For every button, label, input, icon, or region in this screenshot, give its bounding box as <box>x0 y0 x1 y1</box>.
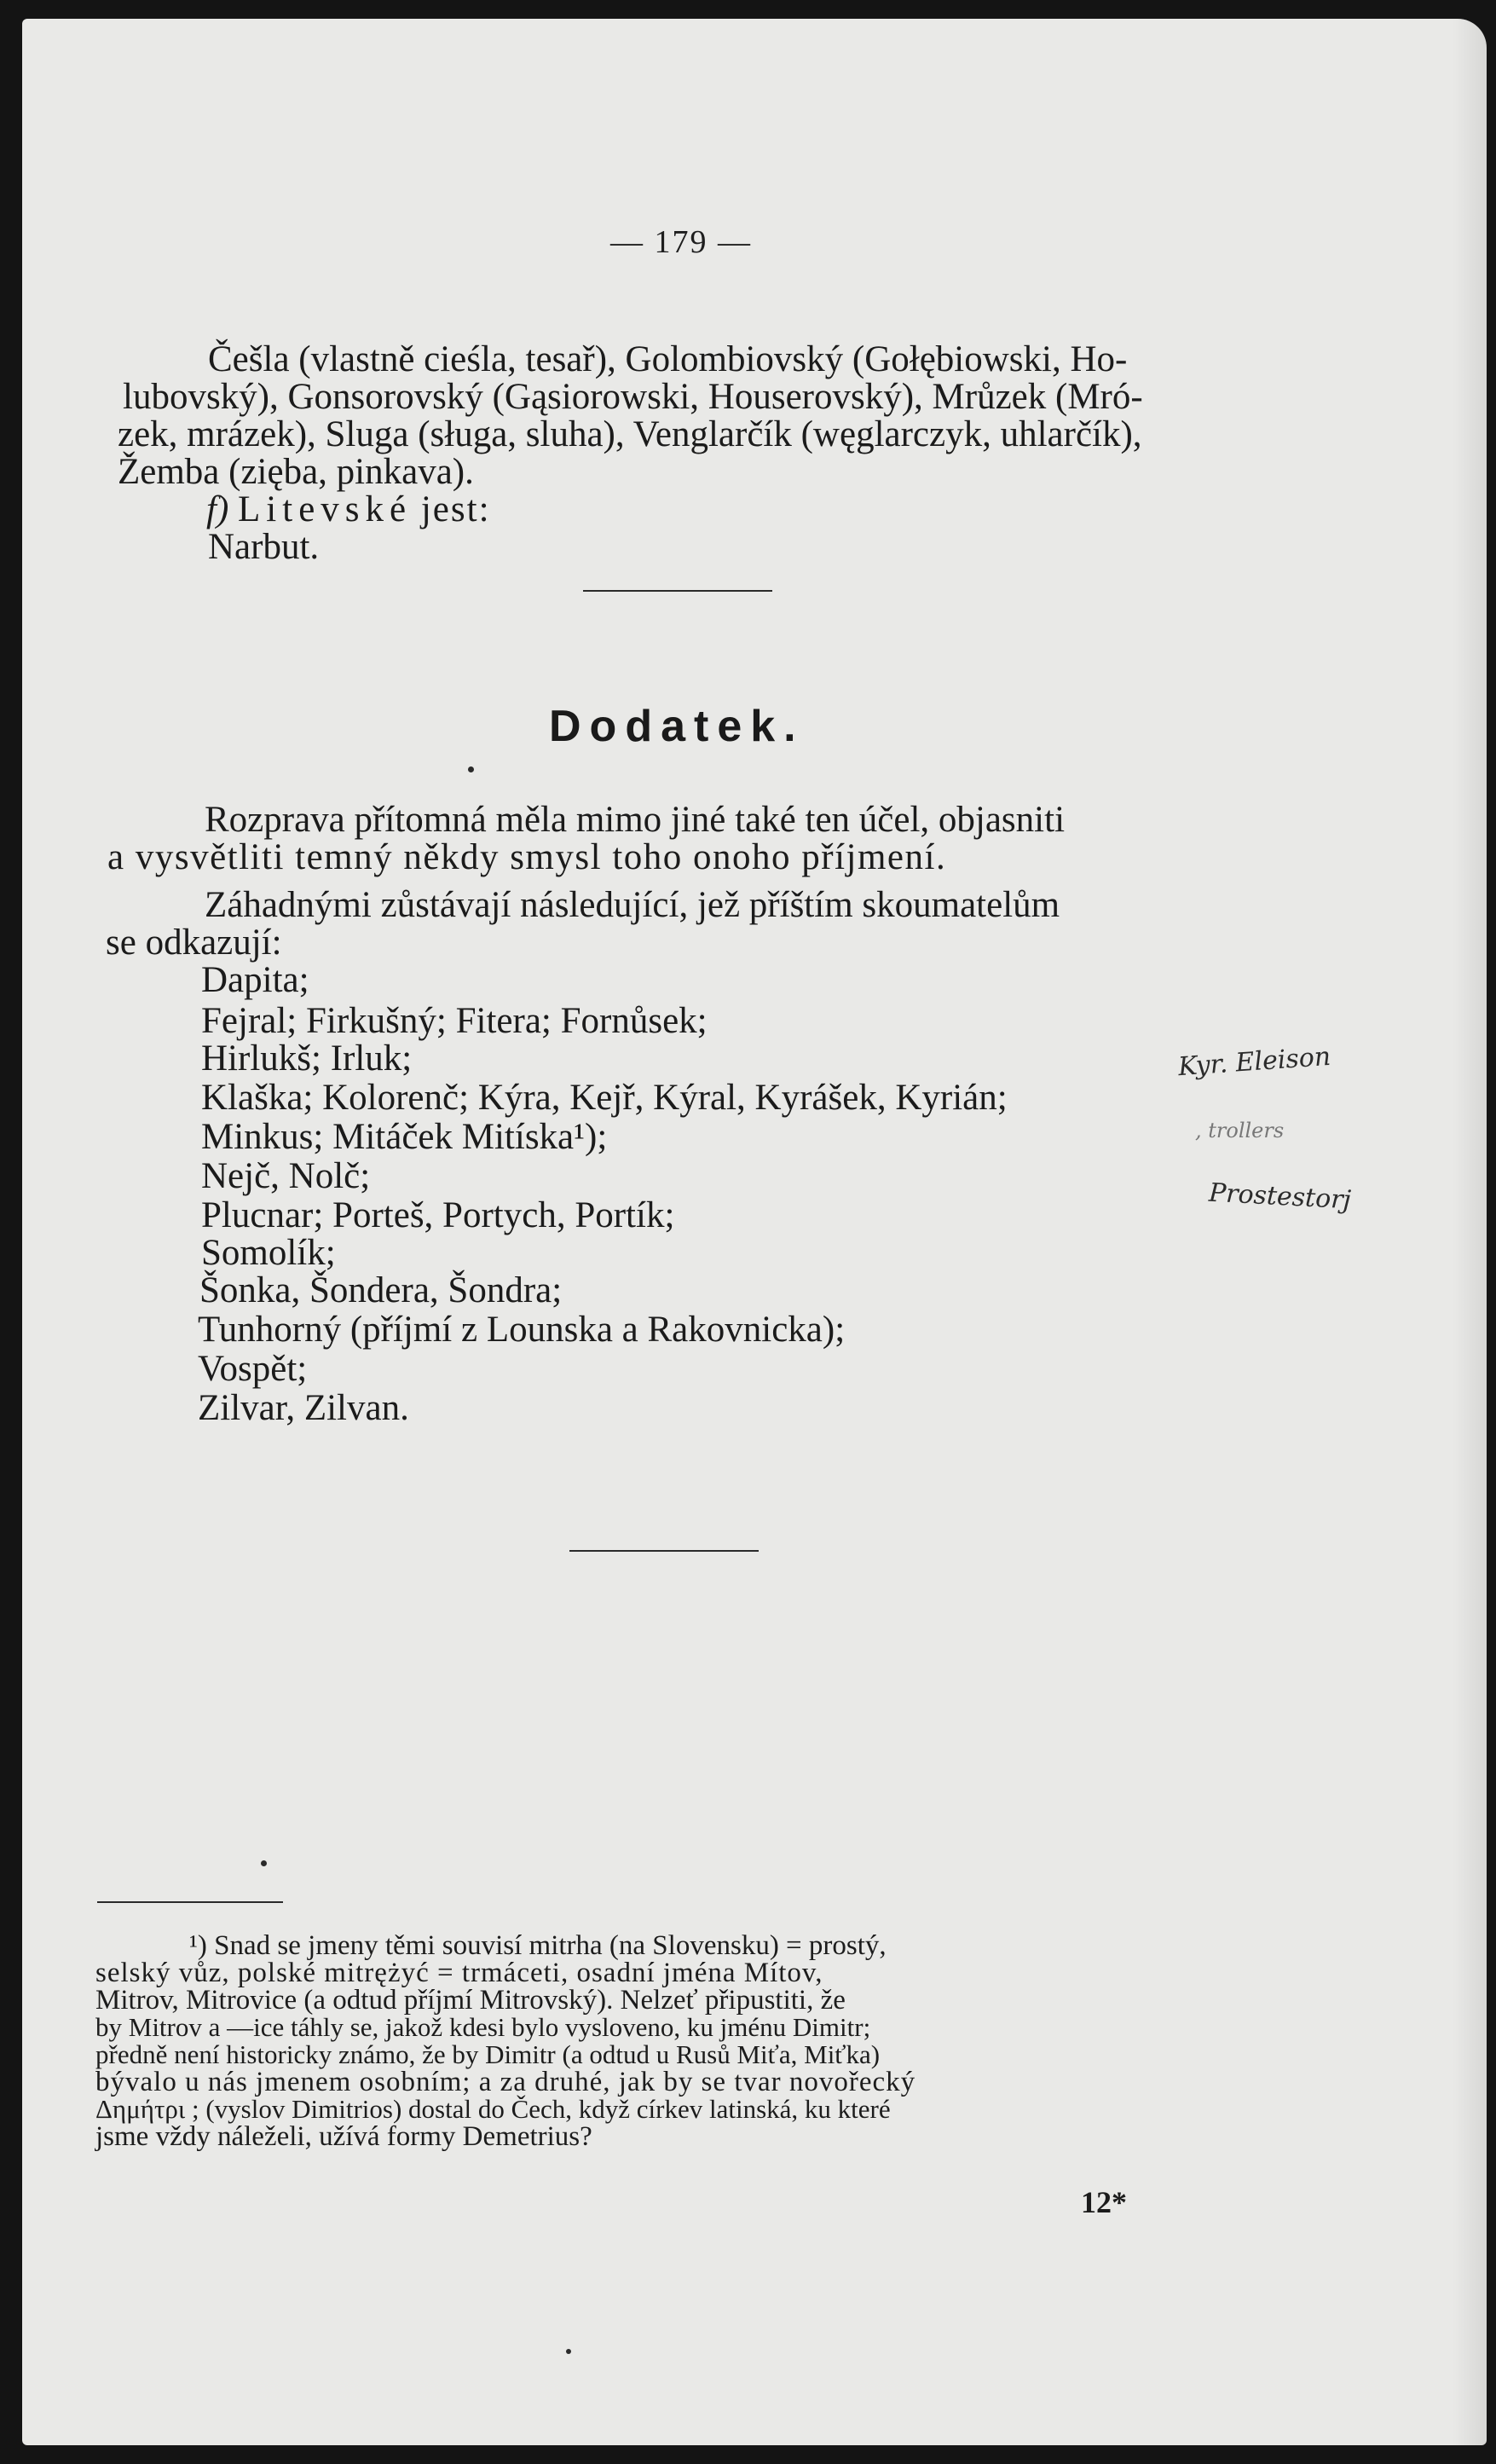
section-label-rest: jest: <box>420 489 491 529</box>
list-item: Tunhorný (příjmí z Lounska a Rakovnicka); <box>198 1310 846 1350</box>
list-item: Šonka, Šondera, Šondra; <box>199 1270 563 1310</box>
text-line: Záhadnými zůstávají následující, jež příštím skoumatelům <box>205 885 1060 925</box>
footnote-line: Δημήτρι ; (vyslov Dimitrios) dostal do Čech, když církev latinská, ku které <box>95 2094 891 2124</box>
footnote-line: selský vůz, polské mitrężyć = trmáceti, osadní jména Mítov, <box>95 1958 823 1988</box>
list-item: Somolík; <box>201 1233 336 1273</box>
text-line: Narbut. <box>208 527 320 567</box>
ink-speck <box>261 1860 267 1866</box>
footnote-rule <box>97 1901 283 1903</box>
page-number: — 179 — <box>610 224 752 260</box>
section-marker: f) <box>206 489 229 529</box>
list-item: Hirlukš; Irluk; <box>201 1038 413 1079</box>
footnote-line: by Mitrov a —ice táhly se, jakož kdesi bylo vysloveno, ku jménu Dimitr; <box>95 2012 871 2042</box>
text-line: Rozprava přítomná měla mimo jiné také ten účel, objasniti <box>205 800 1066 840</box>
lithuanian-line <box>206 491 491 528</box>
text-line: zek, mrázek), Sluga (sługa, sluha), Venglarčík (węglarczyk, uhlarčík), <box>118 414 1142 454</box>
footnote-line: jsme vždy náleželi, užívá formy Demetrius? <box>95 2121 592 2152</box>
handwritten-note: Kyr. Eleison <box>1176 1041 1332 1083</box>
text-line: se odkazují: <box>106 923 282 963</box>
section-heading: Dodatek. <box>549 702 805 751</box>
handwritten-note: Prostestorj <box>1208 1177 1352 1216</box>
list-item: Zilvar, Zilvan. <box>198 1388 409 1428</box>
text-line: Žemba (zięba, pinkava). <box>118 452 474 492</box>
list-item: Minkus; Mitáček Mitíska¹); <box>201 1117 608 1157</box>
section-divider <box>583 590 772 592</box>
list-item: Fejral; Firkušný; Fitera; Fornůsek; <box>201 1001 708 1041</box>
footnote-line: Mitrov, Mitrovice (a odtud příjmí Mitrovský). Nelzeť připustiti, že <box>95 1985 846 2016</box>
list-item: Nejč, Nolč; <box>201 1156 371 1196</box>
footnote-line: bývalo u nás jmenem osobním; a za druhé, jak by se tvar novořecký <box>95 2067 916 2097</box>
ink-speck <box>566 2349 571 2354</box>
handwritten-note: , trollers <box>1195 1119 1285 1142</box>
footnote-line: předně není historicky známo, že by Dimitr (a odtud u Rusů Miťa, Miťka) <box>95 2039 881 2069</box>
list-item: Plucnar; Porteš, Portych, Portík; <box>201 1195 675 1235</box>
text-line: Češla (vlastně cieśla, tesař), Golombiovský (Gołębiowski, Ho- <box>208 339 1128 379</box>
footnote-line: ¹) Snad se jmeny těmi souvisí mitrha (na Slovensku) = prostý, <box>189 1930 887 1961</box>
text-line: a vysvětliti temný někdy smysl toho onoho příjmení. <box>107 837 947 877</box>
section-divider <box>569 1550 759 1552</box>
text-line: lubovský), Gonsorovský (Gąsiorowski, Houserovský), Mrůzek (Mró- <box>123 377 1143 417</box>
list-item: Klaška; Kolorenč; Kýra, Kejř, Kýral, Kyrášek, Kyrián; <box>201 1078 1008 1118</box>
list-item: Dapita; <box>201 960 309 1000</box>
list-item: Vospět; <box>198 1349 308 1389</box>
signature-mark: 12* <box>1081 2185 1127 2219</box>
book-page <box>22 19 1487 2445</box>
section-label: Litevské <box>238 489 413 529</box>
ink-speck <box>468 766 474 772</box>
